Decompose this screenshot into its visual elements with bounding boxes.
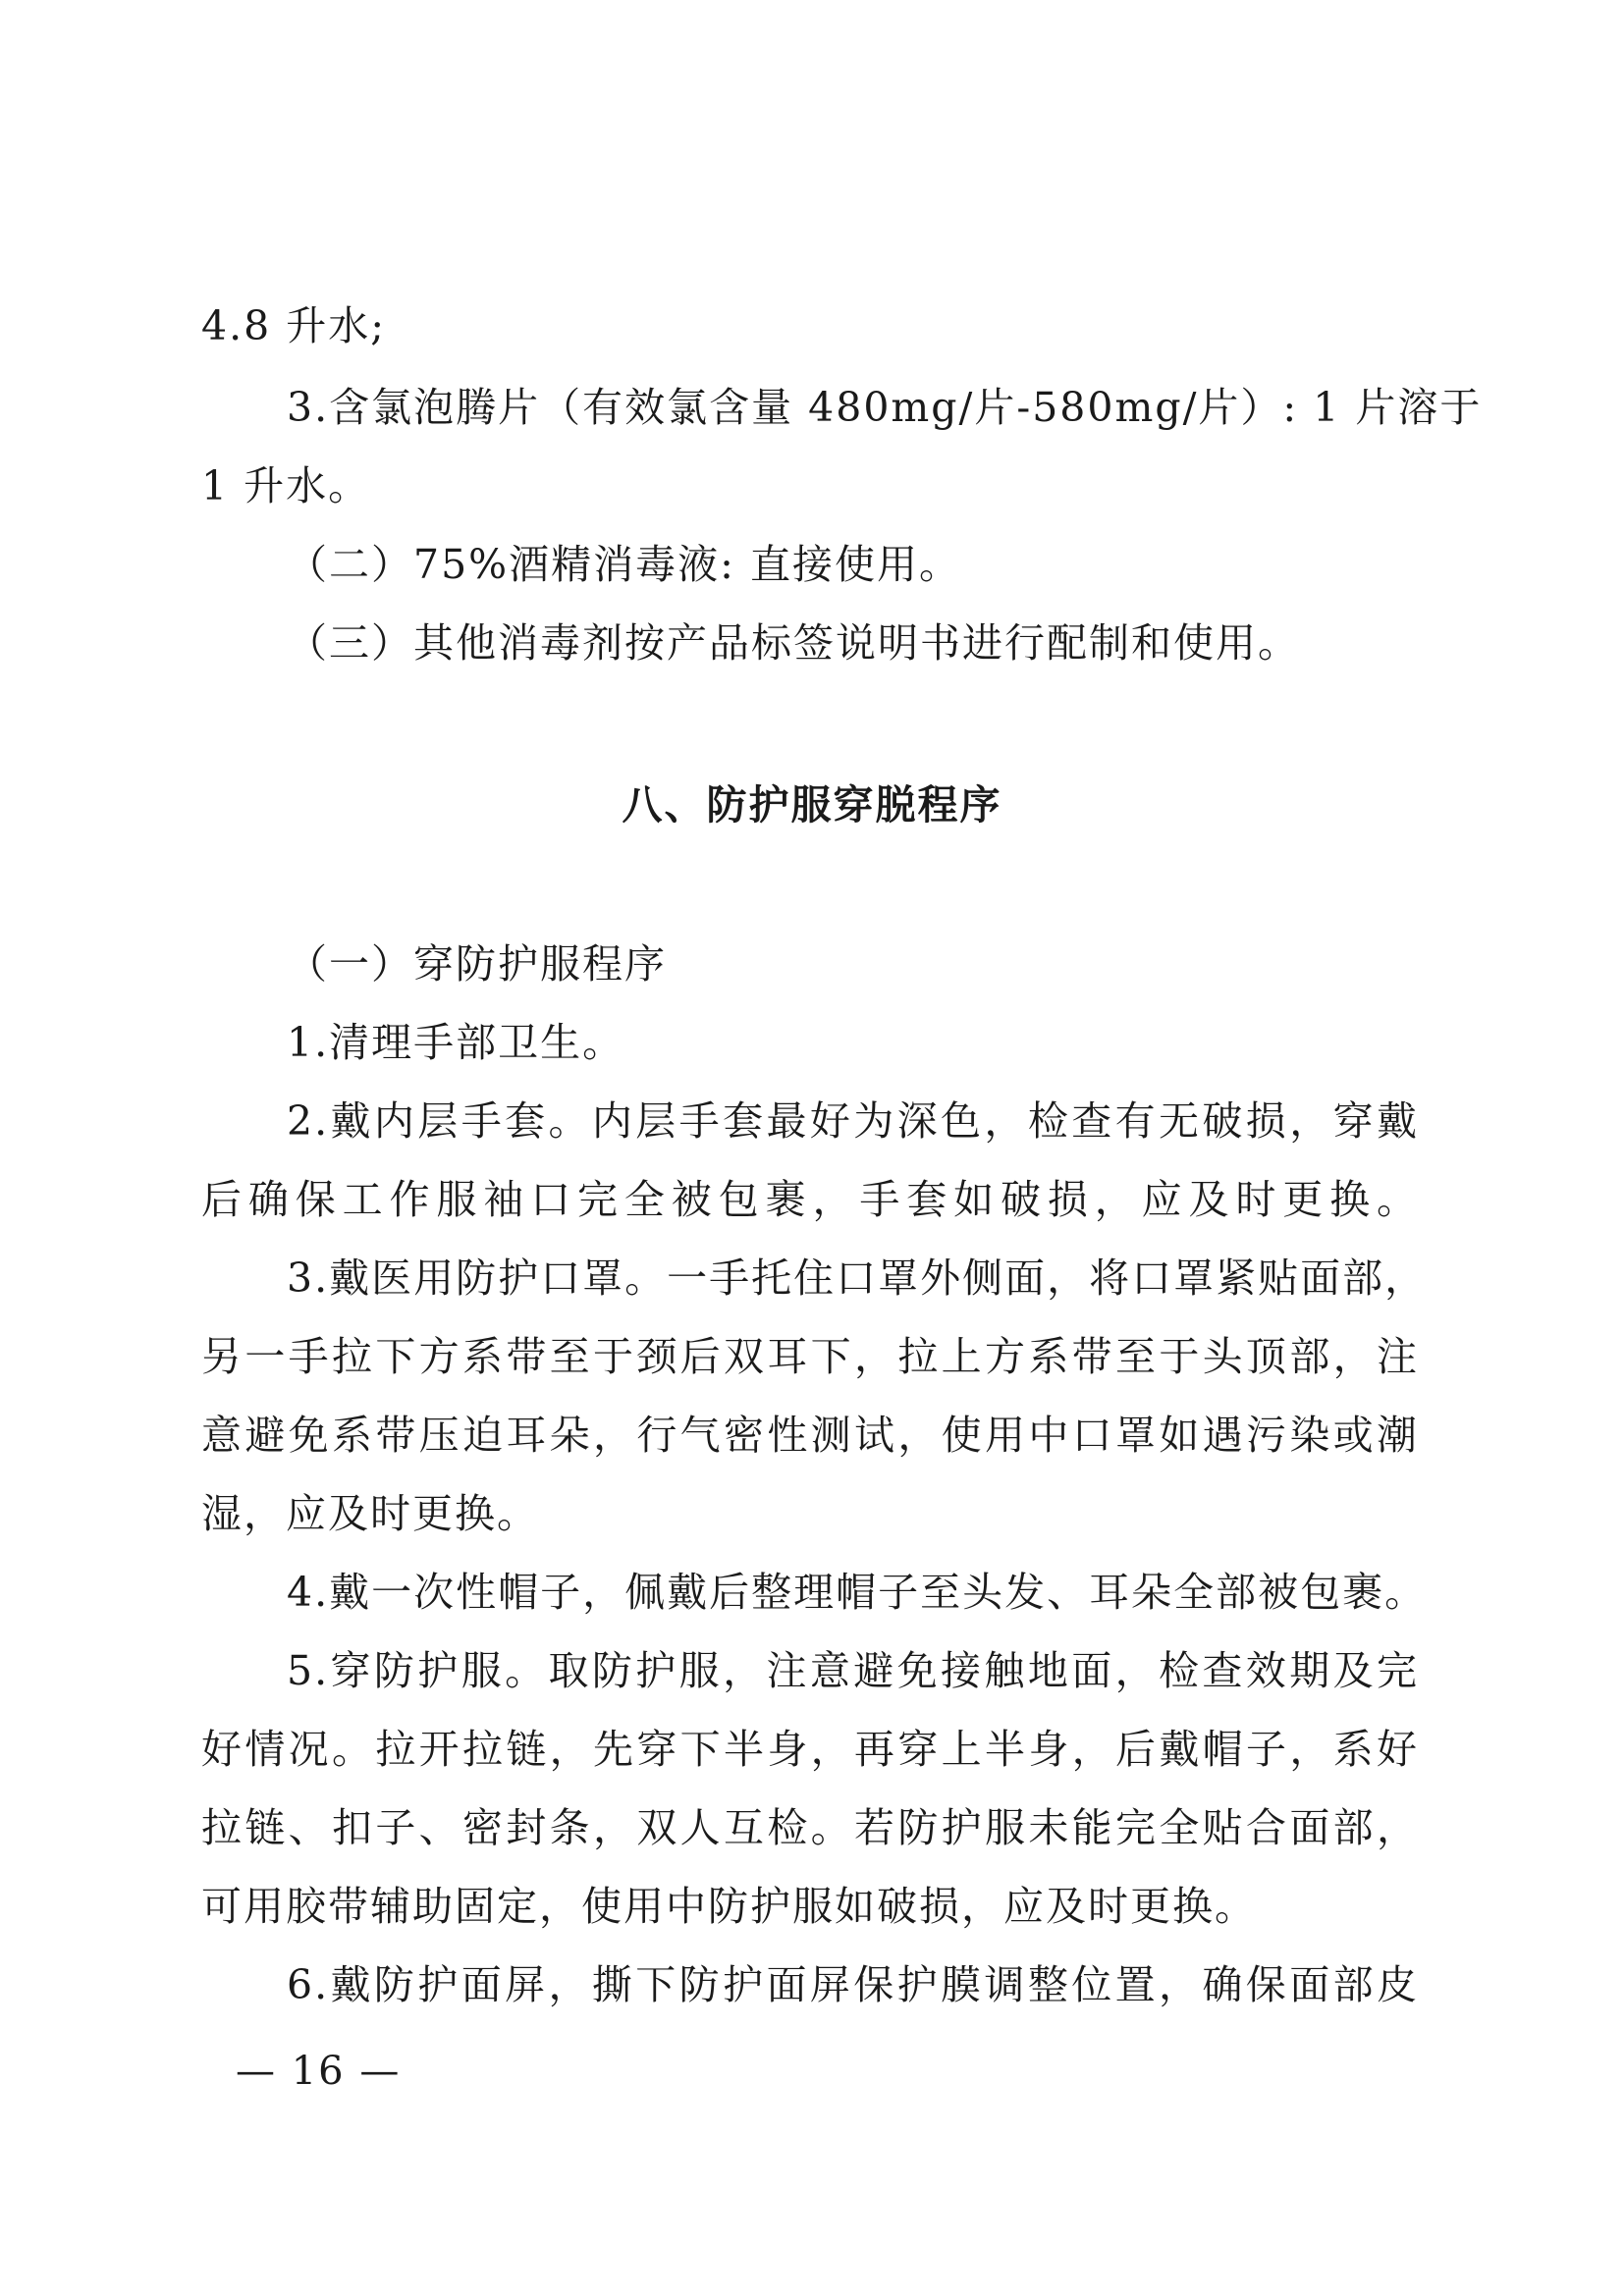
step-line-10: 好情况。拉开拉链，先穿下半身，再穿上半身，后戴帽子，系好 bbox=[201, 1726, 1419, 1773]
section-heading: 八、防护服穿脱程序 bbox=[622, 781, 1002, 828]
step-line-4: 3.戴医用防护口罩。一手托住口罩外侧面，将口罩紧贴面部， bbox=[287, 1255, 1428, 1302]
step-line-11: 拉链、扣子、密封条，双人互检。若防护服未能完全贴合面部， bbox=[201, 1804, 1419, 1851]
step-line-12: 可用胶带辅助固定，使用中防护服如破损，应及时更换。 bbox=[201, 1883, 1257, 1930]
step-line-13: 6.戴防护面屏，撕下防护面屏保护膜调整位置，确保面部皮 bbox=[287, 1961, 1419, 2008]
body-line-2: 3.含氯泡腾片（有效氯含量 480mg/片-580mg/片）: 1 片溶于 bbox=[287, 384, 1483, 431]
step-line-9: 5.穿防护服。取防护服，注意避免接触地面，检查效期及完 bbox=[287, 1647, 1419, 1694]
page-number: — 16 — bbox=[236, 2049, 402, 2094]
subsection-title: （一）穿防护服程序 bbox=[287, 940, 667, 988]
step-line-8: 4.戴一次性帽子，佩戴后整理帽子至头发、耳朵全部被包裹。 bbox=[287, 1569, 1428, 1616]
step-line-2: 2.戴内层手套。内层手套最好为深色，检查有无破损，穿戴 bbox=[287, 1097, 1419, 1145]
body-line-4: （二）75%酒精消毒液: 直接使用。 bbox=[287, 541, 961, 588]
step-line-3: 后确保工作服袖口完全被包裹，手套如破损，应及时更换。 bbox=[201, 1176, 1419, 1223]
body-line-3: 1 升水。 bbox=[201, 462, 371, 509]
step-line-6: 意避免系带压迫耳朵，行气密性测试，使用中口罩如遇污染或潮 bbox=[201, 1412, 1419, 1459]
body-line-5: （三）其他消毒剂按产品标签说明书进行配制和使用。 bbox=[287, 619, 1300, 667]
body-line-1: 4.8 升水; bbox=[201, 302, 387, 349]
step-line-7: 湿，应及时更换。 bbox=[201, 1490, 539, 1537]
step-line-5: 另一手拉下方系带至于颈后双耳下，拉上方系带至于头顶部，注 bbox=[201, 1333, 1419, 1380]
step-line-1: 1.清理手部卫生。 bbox=[287, 1019, 625, 1066]
